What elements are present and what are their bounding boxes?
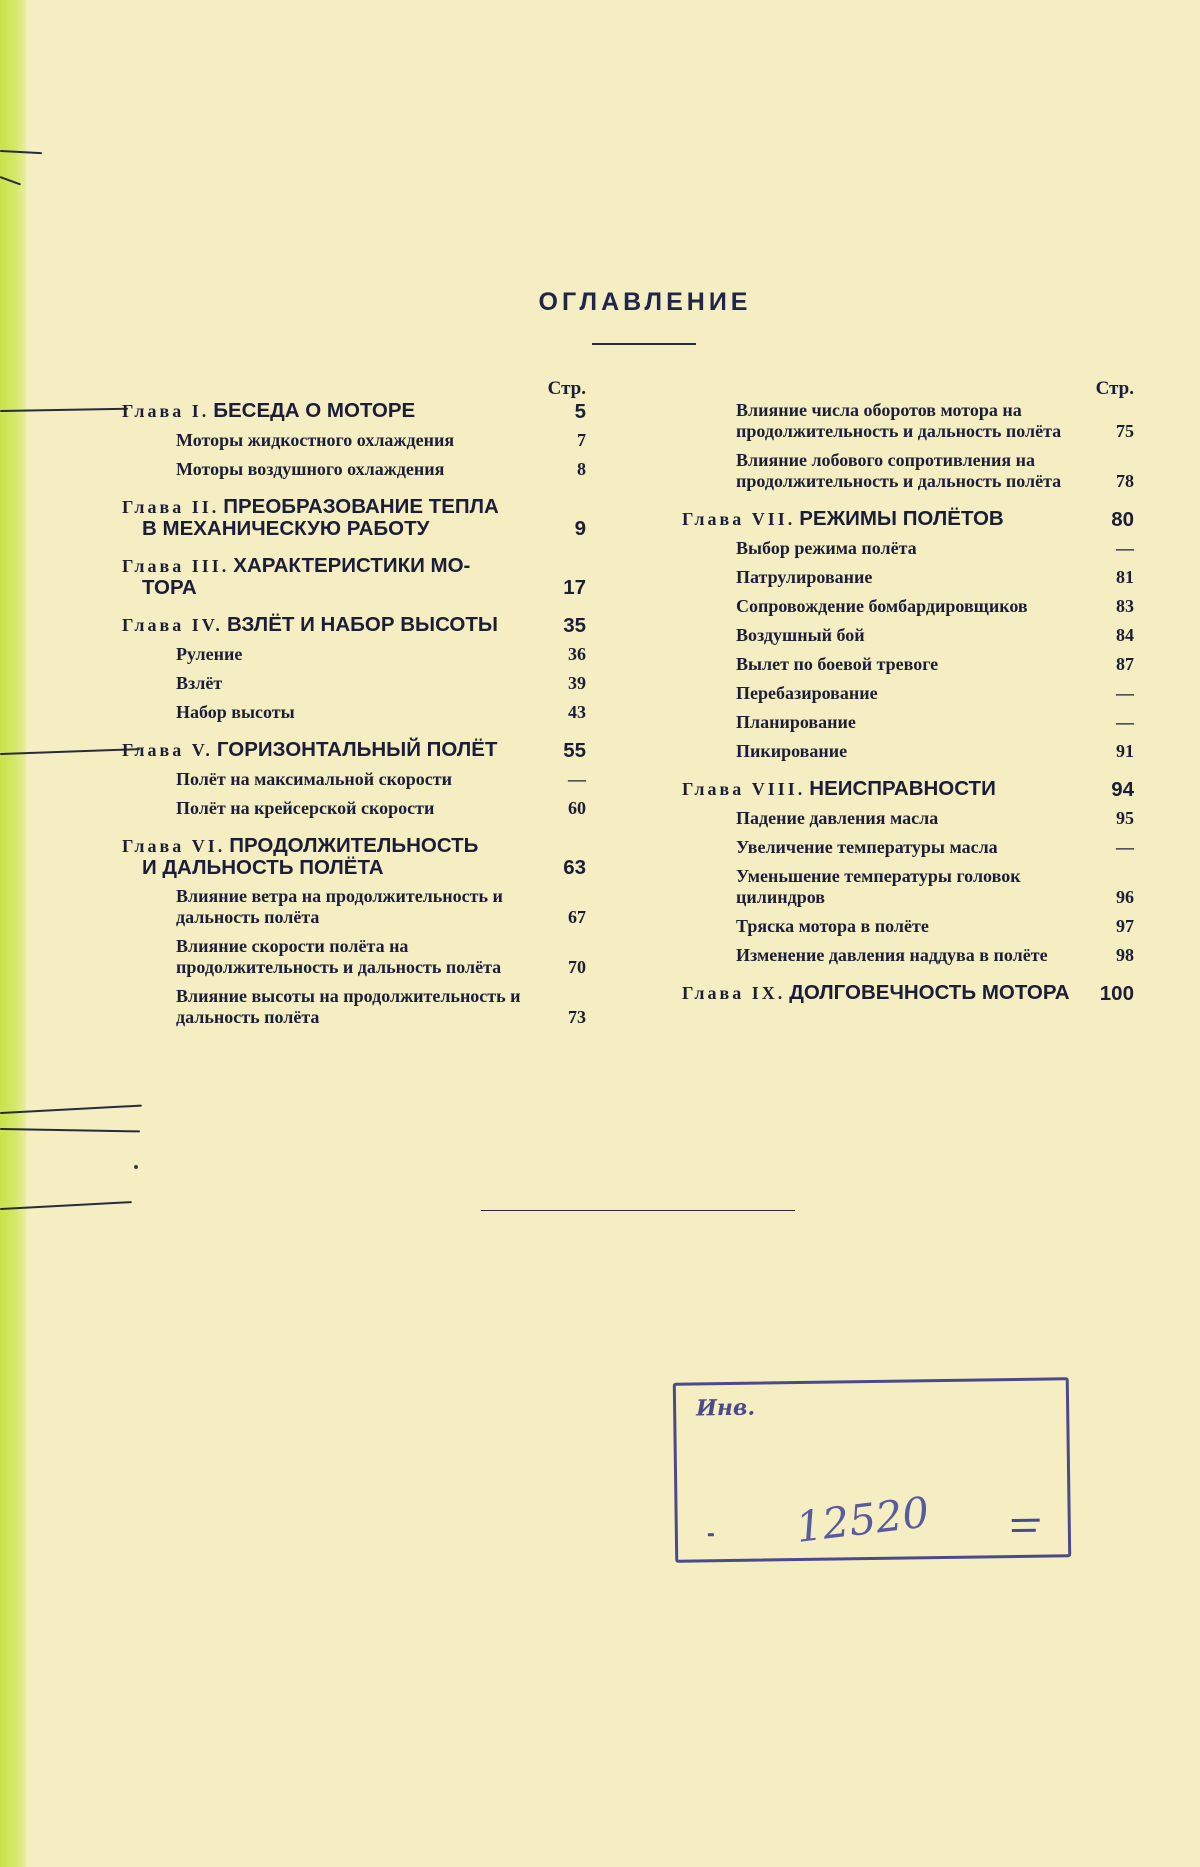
page-number: 60 <box>568 798 586 818</box>
toc-entry-text: Полёт на крейсерской скорости <box>176 798 435 818</box>
toc-section-entry <box>682 712 1134 733</box>
page-number: 73 <box>568 1007 586 1027</box>
page-column-header: Стр. <box>1095 378 1134 399</box>
chapter-number: Глава IX. <box>682 983 786 1003</box>
toc-entry-text <box>122 835 548 878</box>
toc-entry-text <box>122 555 548 598</box>
toc-section-entry <box>122 644 586 665</box>
toc-chapter-entry <box>122 835 586 878</box>
stamp-header: Инв. <box>695 1394 756 1422</box>
toc-column-left <box>122 378 586 1028</box>
paper-edge-strip <box>0 0 26 1867</box>
toc-list-left <box>122 400 586 1028</box>
toc-entry-text <box>122 496 548 539</box>
toc-entry-text: Увеличение температуры масла <box>736 837 998 857</box>
toc-section-entry <box>682 596 1134 617</box>
chapter-number: Глава VIII. <box>682 779 806 799</box>
chapter-title-continued: И ДАЛЬНОСТЬ ПОЛЁТА <box>142 856 384 879</box>
title-rule <box>592 343 696 345</box>
page-number: — <box>1116 712 1134 732</box>
toc-column-right <box>682 378 1134 1004</box>
toc-entry-text: Влияние скорости полёта на продолжительность и дальность полёта <box>176 936 502 977</box>
page-number: 17 <box>563 576 586 599</box>
toc-section-entry <box>682 654 1134 675</box>
chapter-number: Глава IV. <box>122 615 223 635</box>
page-number: 36 <box>568 644 586 664</box>
page-number: 63 <box>563 856 586 879</box>
toc-section-entry <box>682 683 1134 704</box>
toc-section-entry <box>682 808 1134 829</box>
toc-chapter-entry <box>682 778 1134 800</box>
chapter-title: ПРОДОЛЖИТЕЛЬНОСТЬ <box>229 834 479 857</box>
toc-section-entry <box>682 741 1134 762</box>
toc-entry-text <box>122 614 548 636</box>
page-number: 98 <box>1116 945 1134 965</box>
toc-chapter-entry <box>122 739 586 761</box>
inventory-stamp <box>673 1377 1071 1563</box>
toc-section-entry <box>682 538 1134 559</box>
toc-entry-text: Патрулирование <box>736 567 873 587</box>
chapter-number: Глава VI. <box>122 836 226 856</box>
toc-section-entry <box>682 837 1134 858</box>
toc-entry-text: Влияние ветра на продолжительность и дальность полёта <box>176 886 503 927</box>
toc-section-entry <box>682 400 1134 442</box>
toc-entry-text: Перебазирование <box>736 683 878 703</box>
stamp-mark <box>1012 1519 1040 1522</box>
page-number: 84 <box>1116 625 1134 645</box>
page-number: 91 <box>1116 741 1134 761</box>
toc-entry-text: Полёт на максимальной скорости <box>176 769 452 789</box>
toc-entry-text: Взлёт <box>176 673 223 693</box>
toc-chapter-entry <box>122 400 586 422</box>
toc-section-entry <box>122 936 586 978</box>
toc-entry-text: Влияние числа оборотов мотора на продолжительность и дальность полёта <box>736 400 1062 441</box>
toc-section-entry <box>122 430 586 451</box>
toc-chapter-entry <box>682 508 1134 530</box>
chapter-title: ГОРИЗОНТАЛЬНЫЙ ПОЛЁТ <box>216 738 498 761</box>
toc-section-entry <box>122 986 586 1028</box>
toc-section-entry <box>682 945 1134 966</box>
page-title: ОГЛАВЛЕНИЕ <box>538 288 752 316</box>
toc-list-right <box>682 400 1134 1004</box>
page-number: 35 <box>563 614 586 637</box>
page-number: 83 <box>1116 596 1134 616</box>
toc-chapter-entry <box>682 982 1134 1004</box>
page-number: 75 <box>1116 421 1134 441</box>
toc-entry-text: Изменение давления наддува в полёте <box>736 945 1048 965</box>
toc-entry-text: Влияние лобового сопротивления на продолжительность и дальность полёта <box>736 450 1062 491</box>
toc-section-entry <box>122 459 586 480</box>
stamp-mark <box>1012 1529 1036 1532</box>
toc-entry-text <box>682 982 1096 1004</box>
toc-entry-text: Сопровождение бомбардировщиков <box>736 596 1028 616</box>
chapter-title-continued: В МЕХАНИЧЕСКУЮ РАБОТУ <box>142 517 430 540</box>
chapter-title-continued: ТОРА <box>142 576 197 599</box>
page-number: 81 <box>1116 567 1134 587</box>
page-number: 80 <box>1111 508 1134 531</box>
toc-entry-text: Влияние высоты на продолжительность и дальность полёта <box>176 986 521 1027</box>
page-number: 9 <box>574 517 586 540</box>
chapter-title: РЕЖИМЫ ПОЛЁТОВ <box>799 507 1004 530</box>
toc-entry-text: Уменьшение температуры головок цилиндров <box>736 866 1021 907</box>
page-number: 39 <box>568 673 586 693</box>
toc-chapter-entry <box>122 555 586 598</box>
toc-entry-text: Набор высоты <box>176 702 295 722</box>
chapter-number: Глава III. <box>122 556 230 576</box>
toc-section-entry <box>122 769 586 790</box>
chapter-title: ПРЕОБРАЗОВАНИЕ ТЕПЛА <box>223 495 499 518</box>
page-number: 94 <box>1111 778 1134 801</box>
page-number: — <box>1116 538 1134 558</box>
toc-entry-text <box>122 739 548 761</box>
toc-entry-text <box>682 778 1096 800</box>
stamp-mark <box>708 1533 714 1536</box>
toc-entry-text: Воздушный бой <box>736 625 865 645</box>
toc-section-entry <box>682 866 1134 908</box>
page-number: 78 <box>1116 471 1134 491</box>
page-number: — <box>1116 837 1134 857</box>
end-rule <box>481 1210 795 1211</box>
chapter-title: БЕСЕДА О МОТОРЕ <box>213 399 416 422</box>
toc-chapter-entry <box>122 614 586 636</box>
page-number: 100 <box>1099 982 1134 1005</box>
page-number: 8 <box>577 459 586 479</box>
page-number: 95 <box>1116 808 1134 828</box>
toc-section-entry <box>122 886 586 928</box>
toc-entry-text: Руление <box>176 644 243 664</box>
toc-entry-text: Вылет по боевой тревоге <box>736 654 939 674</box>
page-number: 7 <box>577 430 586 450</box>
page-number: — <box>1116 683 1134 703</box>
toc-entry-text: Падение давления масла <box>736 808 939 828</box>
toc-section-entry <box>682 625 1134 646</box>
chapter-title: ДОЛГОВЕЧНОСТЬ МОТОРА <box>789 981 1070 1004</box>
chapter-number: Глава V. <box>122 740 213 760</box>
toc-entry-text: Моторы жидкостного охлаждения <box>176 430 455 450</box>
toc-entry-text: Выбор режима полёта <box>736 538 917 558</box>
page-number: — <box>568 769 586 789</box>
chapter-title: ХАРАКТЕРИСТИКИ МО- <box>233 554 471 577</box>
toc-entry-text <box>682 508 1096 530</box>
page-number: 96 <box>1116 887 1134 907</box>
toc-section-entry <box>682 916 1134 937</box>
page-number: 55 <box>563 739 586 762</box>
toc-section-entry <box>122 798 586 819</box>
binding-dot <box>134 1165 138 1169</box>
page-column-header: Стр. <box>547 378 586 399</box>
toc-entry-text: Пикирование <box>736 741 848 761</box>
chapter-title: ВЗЛЁТ И НАБОР ВЫСОТЫ <box>226 613 498 636</box>
page-number: 43 <box>568 702 586 722</box>
toc-section-entry <box>682 450 1134 492</box>
page-number: 87 <box>1116 654 1134 674</box>
page-number: 5 <box>574 400 586 423</box>
chapter-title: НЕИСПРАВНОСТИ <box>809 777 996 800</box>
toc-section-entry <box>122 673 586 694</box>
toc-entry-text: Тряска мотора в полёте <box>736 916 929 936</box>
toc-section-entry <box>122 702 586 723</box>
chapter-number: Глава II. <box>122 497 220 517</box>
page-number: 97 <box>1116 916 1134 936</box>
page-number: 67 <box>568 907 586 927</box>
toc-entry-text: Моторы воздушного охлаждения <box>176 459 445 479</box>
stamp-number: 12520 <box>793 1487 932 1552</box>
toc-entry-text: Планирование <box>736 712 856 732</box>
toc-section-entry <box>682 567 1134 588</box>
toc-chapter-entry <box>122 496 586 539</box>
toc-entry-text <box>122 400 548 422</box>
chapter-number: Глава I. <box>122 401 210 421</box>
page-number: 70 <box>568 957 586 977</box>
chapter-number: Глава VII. <box>682 509 796 529</box>
